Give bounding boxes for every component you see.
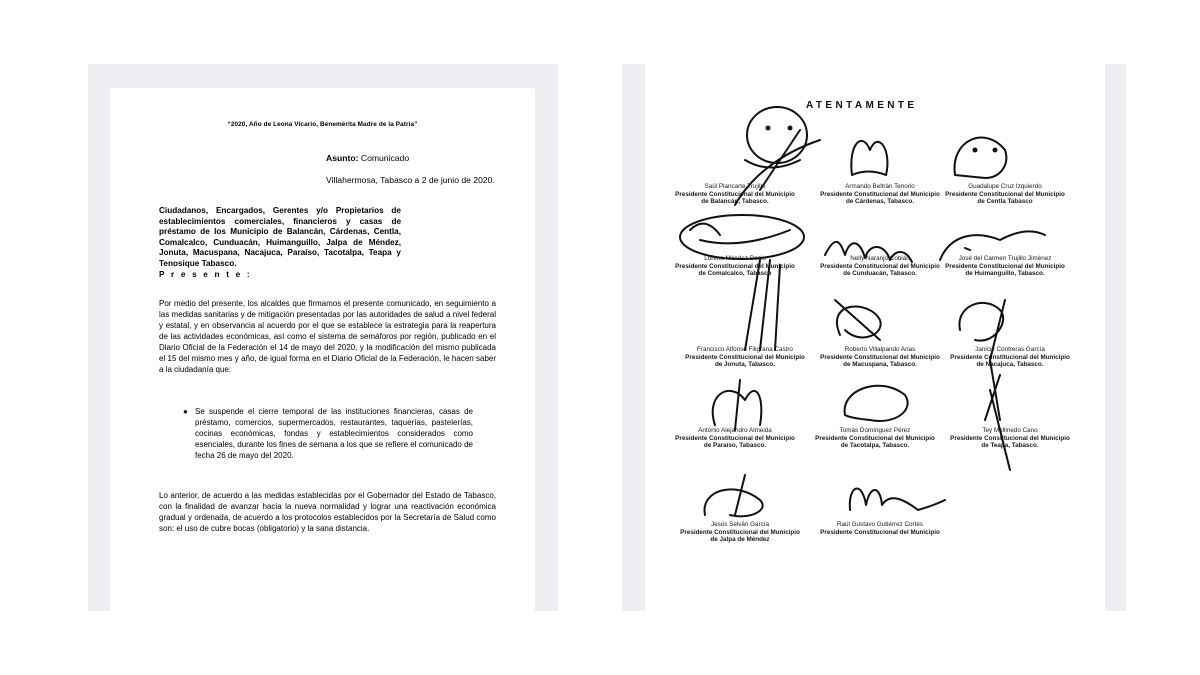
signature-block: Raúl Gustavo Gutiérrez Cortés Presidente Constitucional del Municipio xyxy=(820,521,940,536)
signature-block: Tey Mollinedo Cano Presidente Constitucional del Municipio de Teapa, Tabasco. xyxy=(950,427,1070,449)
signature-block: Saúl Plancarte Trujillo Presidente Constitucional del Municipio de Balancán, Tabasco. xyxy=(675,183,795,205)
signature-block: Antonio Alejandro Almeida Presidente Constitucional del Municipio de Paraíso, Tabasco. xyxy=(675,427,795,449)
letter-place-date: Villahermosa, Tabasco a 2 de junio de 2020. xyxy=(326,175,495,185)
letter-paragraph-1: Por medio del presente, los alcaldes que firmamos el presente comunicado, en seguimiento a las medidas sanitarias y de mitigación presentadas por las autoridades de salud a nivel federal y estatal, y en observancia al acuerdo por el que se establece la estrategia para la reapertura de las actividades económicas, así como el sistema de semáforos por región, publicado en el Diario Oficial de la Federación el 14 de mayo del 2020, y la modificación del mismo publicada el 15 del mismo mes y año, de igual forma en el Diario Oficial de la Federación, le hacen saber a la ciudadanía que: xyxy=(159,299,496,374)
letter-subject xyxy=(326,153,409,163)
subject-value: Comunicado xyxy=(360,153,410,163)
signature-block: Jesús Selván García Presidente Constitucional del Municipio de Jalpa de Méndez xyxy=(680,521,800,543)
letter-paragraph-2: Lo anterior, de acuerdo a las medidas establecidas por el Gobernador del Estado de Tabasco, con la finalidad de avanzar hacia la nueva normalidad y lograr una reactivación económica gradual y ordenada, de acuerdo a los protocolos establecidos por la Secretaría de Salud como son: el uso de cubre bocas (obligatorio) y la sana distancia. xyxy=(159,491,496,533)
subject-label: Asunto: xyxy=(326,153,359,163)
signature-block: Tomás Domínguez Pérez Presidente Constitucional del Municipio de Tacotalpa, Tabasco. xyxy=(815,427,935,449)
signature-block: Armando Beltrán Tenorio Presidente Constitucional del Municipio de Cárdenas, Tabasco. xyxy=(820,183,940,205)
letter-addressee xyxy=(159,206,401,280)
signature-block: Roberto Villalpando Arias Presidente Constitucional del Municipio de Macuspana, Tabasco. xyxy=(820,346,940,368)
signature-block: Janicie Contreras García Presidente Constitucional del Municipio de Nacajuca, Tabasco. xyxy=(950,346,1070,368)
closing-atentamente: ATENTAMENTE xyxy=(806,100,918,111)
signature-block: Francisco Alfonso Filigrana Castro Presidente Constitucional del Municipio de Jonuta, Tabasco. xyxy=(685,346,805,368)
signature-block: Nelly Naranjo Cobián Presidente Constitucional del Municipio de Cunduacán, Tabasco. xyxy=(820,255,940,277)
signature-block: Lorena Méndez Denis Presidente Constitucional del Municipio de Comalcalco, Tabasco xyxy=(675,255,795,277)
signature-block: Guadalupe Cruz Izquierdo Presidente Constitucional del Municipio de Centla Tabasco xyxy=(945,183,1065,205)
letter-motto: “2020, Año de Leona Vicario, Benemérita Madre de la Patria” xyxy=(227,121,418,128)
letter-bullet-item xyxy=(183,406,473,461)
bullet-dot-icon: ● xyxy=(183,407,188,416)
signature-block: José del Carmen Trujillo Jiménez Presidente Constitucional del Municipio de Huimanguillo, Tabasco. xyxy=(945,255,1065,277)
presente-greeting: P r e s e n t e : xyxy=(159,269,252,279)
addressee-text: Ciudadanos, Encargados, Gerentes y/o Propietarios de establecimientos comerciales, financieros y casas de préstamo de los Municipio de Balancán, Cárdenas, Centla, Comalcalco, Cunduacán, Huimanguillo, Jalpa de Méndez, Jonuta, Macuspana, Nacajuca, Paraíso, Tacotalpa, Teapa y Tenosique Tabasco. xyxy=(159,206,401,268)
bullet-text: Se suspende el cierre temporal de las instituciones financieras, casas de préstamo, comercios, supermercados, restaurantes, taquerías, pastelerías, cocinas económicas, fondas y establecimientos considerados como esenciales, durante los fines de semana a los que se refiere el comunicado de fecha 26 de mayo del 2020. xyxy=(195,407,473,460)
